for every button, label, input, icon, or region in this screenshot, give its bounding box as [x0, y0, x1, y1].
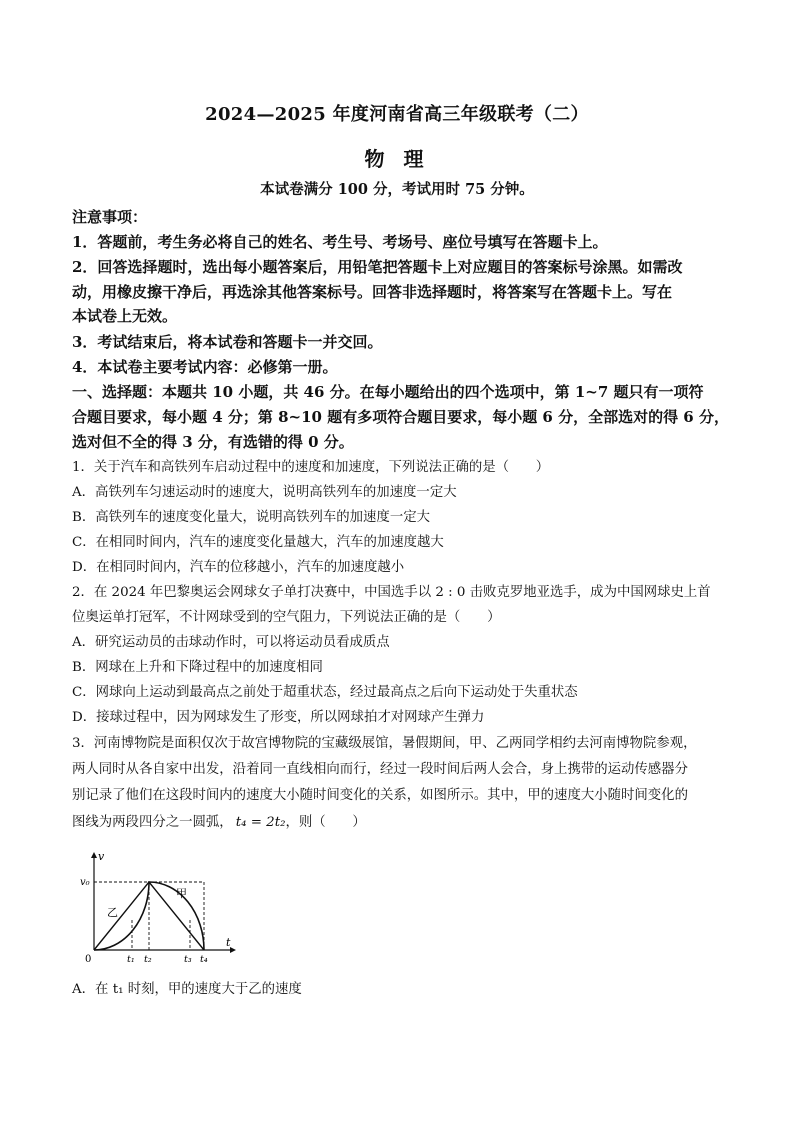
- notice-item: 本试卷上无效。: [72, 307, 178, 325]
- question-3-stem-text: 图线为两段四分之一圆弧，: [72, 815, 233, 830]
- section-instructions: 一、选择题：本题共 10 小题，共 46 分。在每小题给出的四个选项中，第 1~7 题只有一项符: [72, 383, 704, 401]
- question-2-option-b: B．网球在上升和下降过程中的加速度相同: [72, 660, 323, 675]
- v-axis-label: v: [98, 850, 105, 863]
- question-1-option-c: C．在相同时间内，汽车的速度变化量越大，汽车的加速度越大: [72, 535, 444, 550]
- question-2-option-a: A．研究运动员的击球动作时，可以将运动员看成质点: [72, 635, 390, 650]
- t4-label: t₄: [200, 954, 208, 965]
- notice-item: 3．考试结束后，将本试卷和答题卡一并交回。: [72, 333, 383, 351]
- question-3-stem-last: [72, 811, 366, 830]
- subject-title: 物 理: [364, 147, 430, 171]
- v0-label: v₀: [80, 877, 90, 888]
- document-title: 2024—2025 年度河南省高三年级联考（二）: [205, 104, 589, 125]
- notice-item: 动，用橡皮擦干净后，再选涂其他答案标号。回答非选择题时，将答案写在答题卡上。写在: [72, 283, 673, 301]
- notice-item: 4．本试卷主要考试内容：必修第一册。: [72, 358, 338, 376]
- v-axis-arrow: [91, 852, 97, 858]
- question-2-option-d: D．接球过程中，因为网球发生了形变，所以网球拍才对网球产生弹力: [72, 710, 485, 725]
- question-1-option-d: D．在相同时间内，汽车的位移越小，汽车的加速度越小: [72, 560, 405, 575]
- question-1-stem: 1．关于汽车和高铁列车启动过程中的速度和加速度，下列说法正确的是（ ）: [72, 460, 550, 475]
- question-1-option-b: B．高铁列车的速度变化量大，说明高铁列车的加速度一定大: [72, 510, 430, 525]
- yi-label: 乙: [107, 906, 118, 919]
- jia-label: 甲: [176, 887, 187, 900]
- notice-item: 1．答题前，考生务必将自己的姓名、考生号、考场号、座位号填写在答题卡上。: [72, 233, 608, 251]
- question-3-option-a: A．在 t₁ 时刻，甲的速度大于乙的速度: [72, 982, 302, 997]
- question-3-formula: t₄ = 2t₂: [235, 815, 286, 830]
- notice-heading: 注意事项：: [72, 208, 148, 226]
- t1-label: t₁: [127, 954, 135, 965]
- notice-item: 2．回答选择题时，选出每小题答案后，用铅笔把答题卡上对应题目的答案标号涂黑。如需改: [72, 258, 683, 276]
- question-3-stem: 两人同时从各自家中出发，沿着同一直线相向而行，经过一段时间后两人会合，身上携带的运动传感器分: [72, 762, 688, 777]
- question-2-stem: 位奥运单打冠军，不计网球受到的空气阻力，下列说法正确的是（ ）: [72, 610, 501, 625]
- section-instructions: 合题目要求，每小题 4 分；第 8~10 题有多项符合题目要求，每小题 6 分，全部选对的得 6 分，: [72, 408, 729, 426]
- t2-label: t₂: [144, 954, 152, 965]
- origin-label: 0: [85, 954, 92, 965]
- t-axis-label: t: [226, 936, 231, 949]
- t-axis-arrow: [230, 947, 236, 953]
- question-3-stem: 3．河南博物院是面积仅次于故宫博物院的宝藏级展馆，暑假期间，甲、乙两同学相约去河南博物院参观，: [72, 736, 697, 751]
- question-2-stem: 2．在 2024 年巴黎奥运会网球女子单打决赛中，中国选手以 2 : 0 击败克罗地亚选手，成为中国网球史上首: [72, 585, 711, 600]
- question-3-stem-end: ，则（ ）: [285, 815, 366, 830]
- question-2-option-c: C．网球向上运动到最高点之前处于超重状态，经过最高点之后向下运动处于失重状态: [72, 685, 578, 700]
- velocity-time-graph: [80, 850, 240, 965]
- exam-info: 本试卷满分 100 分，考试用时 75 分钟。: [260, 181, 534, 198]
- t3-label: t₃: [184, 954, 192, 965]
- question-1-option-a: A．高铁列车匀速运动时的速度大，说明高铁列车的加速度一定大: [72, 485, 457, 500]
- question-3-stem: 别记录了他们在这段时间内的速度大小随时间变化的关系，如图所示。其中，甲的速度大小随时间变化的: [72, 788, 688, 803]
- section-instructions: 选对但不全的得 3 分，有选错的得 0 分。: [72, 433, 354, 451]
